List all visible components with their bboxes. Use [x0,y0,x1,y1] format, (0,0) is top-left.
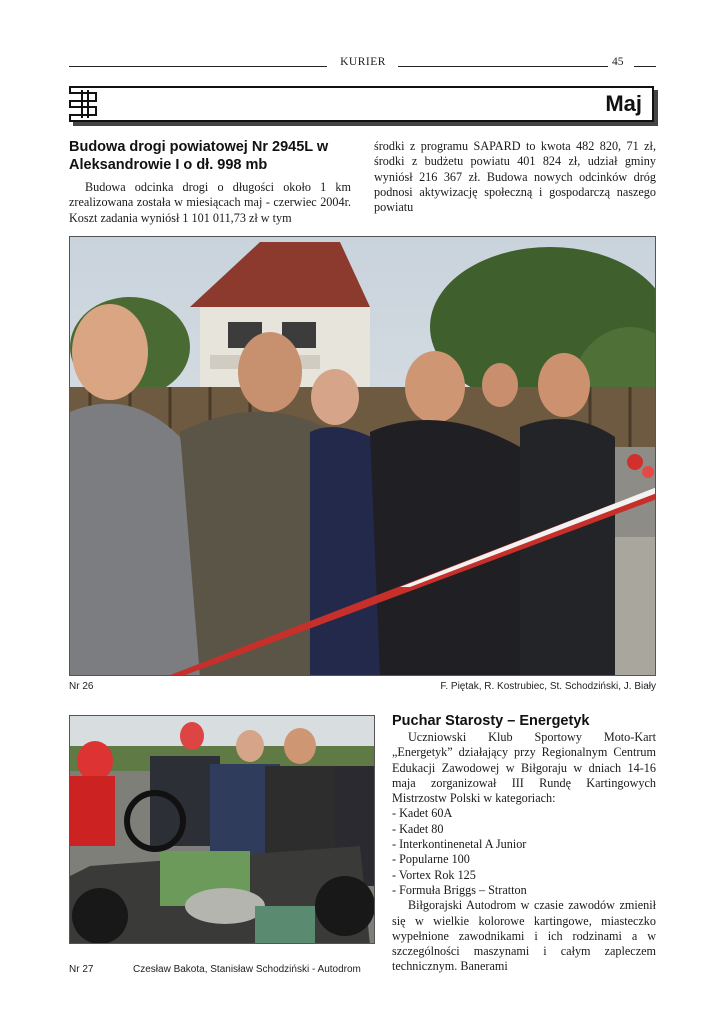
category-item: - Popularne 100 [392,852,470,867]
category-item: - Interkontinenetal A Junior [392,837,527,852]
category-item: - Formuła Briggs – Stratton [392,882,527,897]
article2-intro: Uczniowski Klub Sportowy Moto-Kart „Energetyk” działający przy Regionalnym Centrum Edukacji Zawodowej w Biłgoraju w dniach 14-16 maja zorganizował III Rundę Kartingowych Mistrzostw Polski w kategoriach: [392,730,656,806]
photo1-number: Nr 26 [69,681,94,692]
header-rule-right [398,66,608,67]
photo2-credit: Czesław Bakota, Stanisław Schodziński - Autodrom [133,964,361,975]
category-item: - Kadet 80 [392,821,444,836]
photo1-credit: F. Piętak, R. Kostrubiec, St. Schodziński, J. Biały [440,681,656,692]
category-item: - Kadet 60A [392,806,453,821]
karting-image [70,716,375,944]
page-number: 45 [612,56,624,68]
article1-title: Budowa drogi powiatowej Nr 2945L w Aleksandrowie I o dł. 998 mb [69,139,329,173]
article2-outro: Biłgorajski Autodrom w czasie zawodów zmienił się w wielkie kolorowe kartingowe, miasteczko wypełnione zawodnikami i ich rodzinami a w szczególności maszynami i całym zapleczem technicznym. Banerami [392,898,656,974]
photo2-number: Nr 27 [69,964,94,975]
article2-body [392,730,656,975]
article1-column2: środki z programu SAPARD to kwota 482 820, 71 zł, środki z budżetu powiatu 401 824 zł, udział gminy wyniósł 216 367 zł. Budowa nowych odcinków dróg podnosi aktywizację społeczną i gospodarczą naszego powiatu [374,139,656,215]
header-title: KURIER [340,56,386,68]
month-banner [69,86,654,122]
category-item: - Vortex Rok 125 [392,867,476,882]
karting-photo [69,715,375,944]
header-rule-left [69,66,327,67]
header-rule-end [634,66,656,67]
ribbon-cutting-photo [69,236,656,676]
article2-title: Puchar Starosty – Energetyk [392,713,590,729]
ribbon-cutting-image [70,237,656,676]
category-list [392,806,656,898]
banner-month: Maj [605,91,642,116]
article1-column1: Budowa odcinka drogi o długości około 1 km zrealizowana została w miesiącach maj - czerwiec 2004r. Koszt zadania wyniósł 1 101 011,73 zł w tym [69,180,351,225]
banner-tab [81,90,89,118]
